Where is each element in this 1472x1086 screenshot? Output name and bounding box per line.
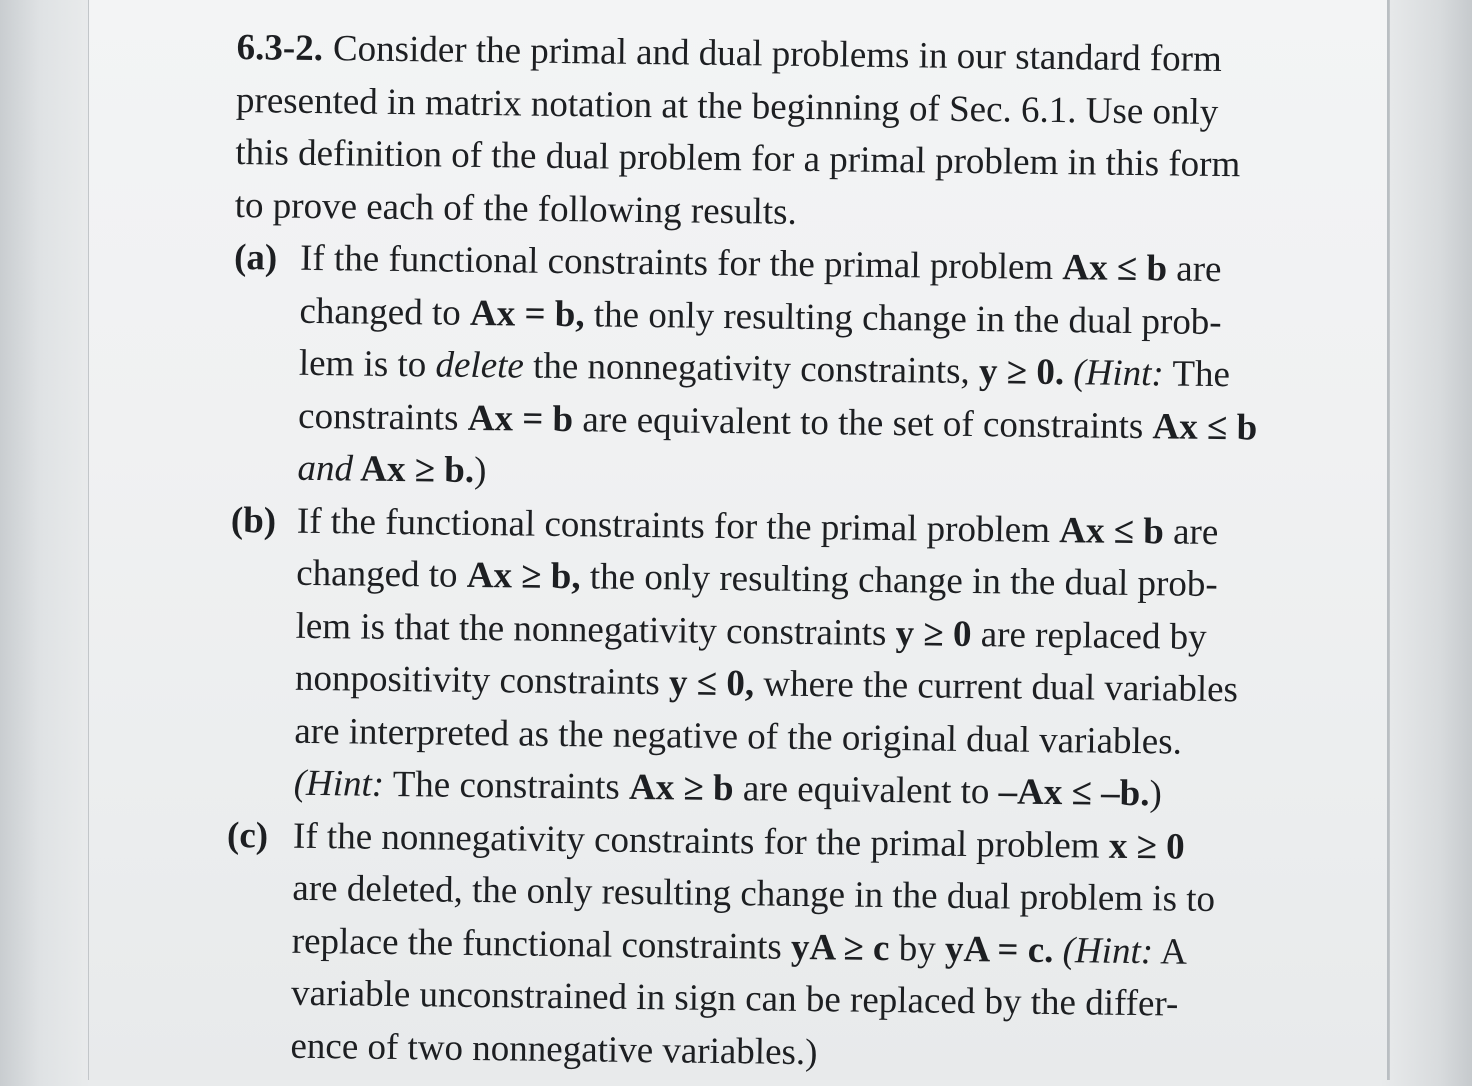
part-b-label: (b) — [230, 499, 277, 542]
part-c-line-2: are deleted, the only resulting change in the dual problem is to — [292, 867, 1216, 921]
textbook-page — [88, 0, 1390, 1080]
intro-line-2: presented in matrix notation at the beginning of Sec. 6.1. Use only — [235, 79, 1219, 133]
intro-line-1: 6.3-2. Consider the primal and dual problems in our standard form — [236, 26, 1223, 81]
intro-line-3: this definition of the dual problem for a primal problem in this form — [235, 131, 1241, 186]
part-c-line-1: If the nonnegativity constraints for the primal problem x ≥ 0 — [292, 815, 1185, 868]
part-a-line-1: If the functional constraints for the primal problem Ax ≤ b are — [299, 237, 1222, 291]
part-a-line-5: and Ax ≥ b.) — [297, 447, 487, 492]
problem-number: 6.3-2. — [236, 26, 324, 70]
part-b-line-1: If the functional constraints for the primal problem Ax ≤ b are — [296, 500, 1219, 553]
part-b-line-4: nonpositivity constraints y ≤ 0, where the current dual variables — [294, 657, 1239, 711]
problem-text — [224, 22, 1377, 1086]
part-a-line-3: lem is to delete the nonnegativity constraints, y ≥ 0. (Hint: The — [298, 342, 1231, 396]
part-b-line-5: are interpreted as the negative of the original dual variables. — [294, 710, 1183, 763]
part-c-label: (c) — [226, 814, 269, 856]
part-a-line-4: constraints Ax = b are equivalent to the set of constraints Ax ≤ b — [297, 395, 1258, 448]
part-c-line-5: ence of two nonnegative variables.) — [290, 1025, 818, 1073]
part-c-line-3: replace the functional constraints yA ≥ c by yA = c. (Hint: A — [291, 920, 1188, 973]
part-b-line-3: lem is that the nonnegativity constraints y ≥ 0 are replaced by — [295, 605, 1207, 658]
part-a-line-2: changed to Ax = b, the only resulting change in the dual prob- — [299, 290, 1222, 343]
part-c — [224, 809, 1367, 1085]
part-a — [231, 232, 1374, 508]
intro-line-4: to prove each of the following results. — [234, 184, 798, 233]
part-b-line-6: (Hint: The constraints Ax ≥ b are equivalent to –Ax ≤ –b.) — [293, 762, 1163, 815]
part-b-line-2: changed to Ax ≥ b, the only resulting change in the dual prob- — [296, 552, 1218, 606]
part-b — [227, 494, 1371, 823]
part-a-label: (a) — [233, 236, 278, 279]
part-c-line-4: variable unconstrained in sign can be replaced by the differ- — [290, 972, 1179, 1025]
problem-intro — [234, 22, 1376, 246]
